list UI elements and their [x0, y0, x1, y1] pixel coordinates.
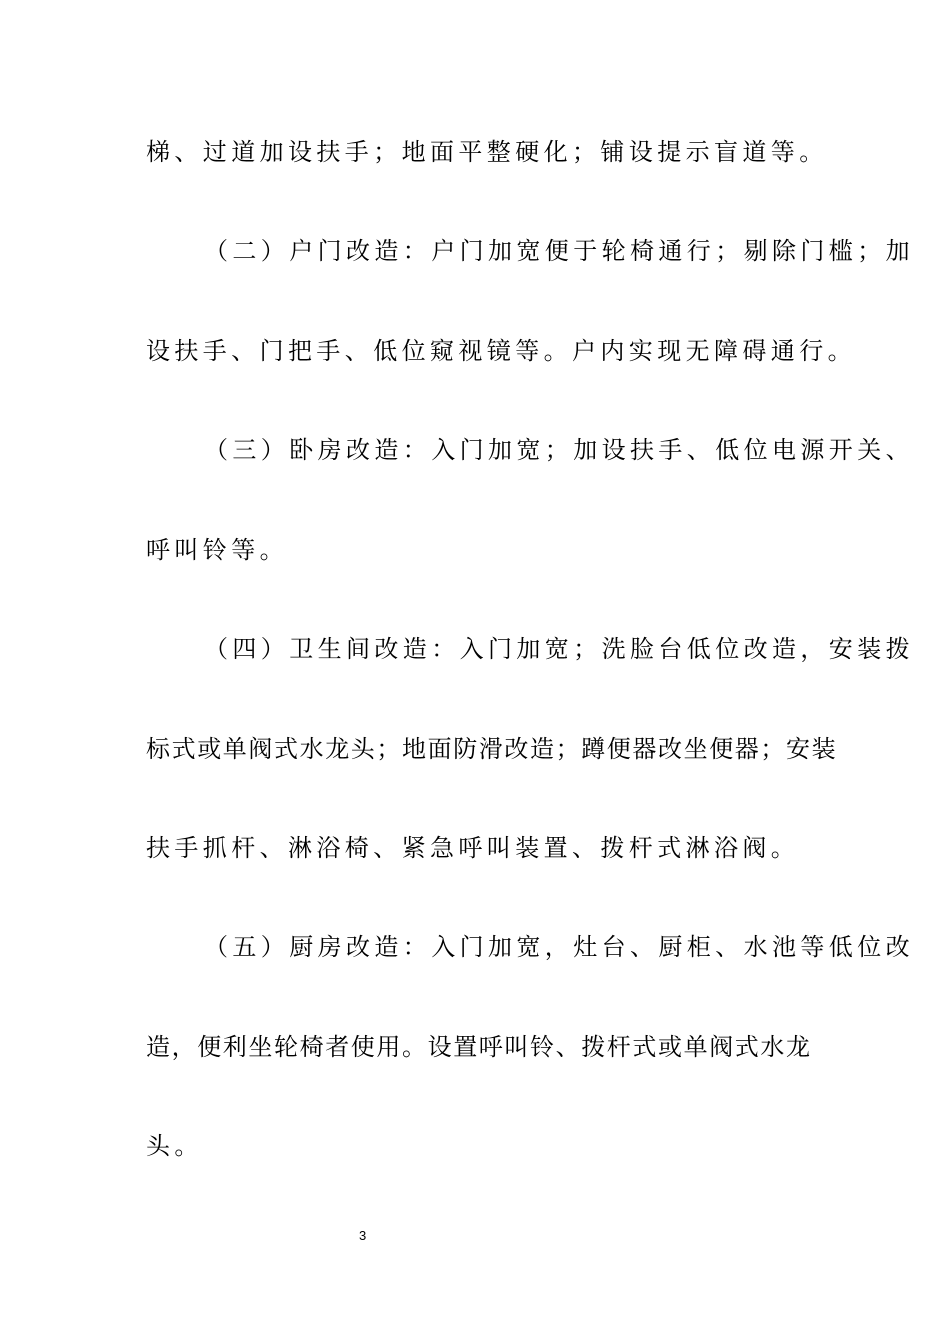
text-line-10: 造，便利坐轮椅者使用。设置呼叫铃、拨杆式或单阀式水龙: [146, 1033, 812, 1061]
page-number: 3: [359, 1228, 367, 1243]
text-line-1: 梯、过道加设扶手；地面平整硬化；铺设提示盲道等。: [146, 138, 828, 166]
text-line-3: 设扶手、门把手、低位窥视镜等。户内实现无障碍通行。: [146, 337, 856, 365]
text-line-9: （五）厨房改造：入门加宽，灶台、厨柜、水池等低位改: [204, 933, 914, 961]
text-line-11: 头。: [146, 1132, 203, 1160]
text-line-8: 扶手抓杆、淋浴椅、紧急呼叫装置、拨杆式淋浴阀。: [146, 834, 800, 862]
text-line-6: （四）卫生间改造：入门加宽；洗脸台低位改造，安装拨: [204, 635, 914, 663]
text-line-7: 标式或单阀式水龙头；地面防滑改造；蹲便器改坐便器；安装: [146, 735, 838, 763]
text-line-5: 呼叫铃等。: [146, 536, 288, 564]
text-line-4: （三）卧房改造：入门加宽；加设扶手、低位电源开关、: [204, 436, 914, 464]
text-line-2: （二）户门改造：户门加宽便于轮椅通行；剔除门槛；加: [204, 237, 914, 265]
